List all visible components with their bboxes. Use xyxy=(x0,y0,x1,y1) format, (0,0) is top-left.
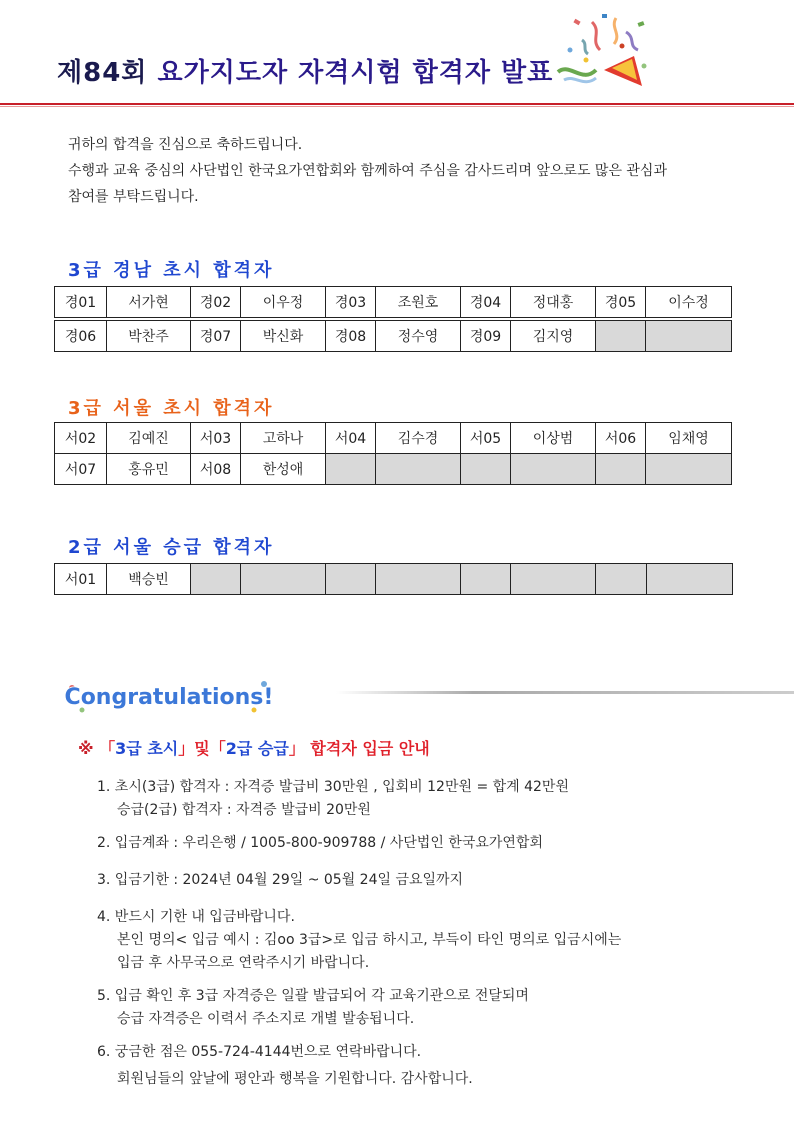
list-item xyxy=(97,869,737,892)
candidate-code: 서04 xyxy=(326,423,376,454)
candidate-code: 경06 xyxy=(55,321,107,352)
candidate-code: 경01 xyxy=(55,287,107,318)
table-row xyxy=(55,287,732,318)
title-round: 제84회 xyxy=(57,58,148,88)
list-item xyxy=(97,985,737,1031)
empty-cell xyxy=(191,564,241,595)
empty-cell xyxy=(511,454,596,485)
decorative-line xyxy=(336,690,794,696)
notice-tail: 합격자 입금 안내 xyxy=(310,739,430,758)
title-divider-thin xyxy=(0,106,794,107)
empty-cell xyxy=(646,321,732,352)
list-line: 5. 입금 확인 후 3급 자격증은 일괄 발급되어 각 교육기관으로 전달되며 xyxy=(97,988,529,1004)
candidate-name: 박신화 xyxy=(241,321,326,352)
intro-line: 참여를 부탁드립니다. xyxy=(68,189,199,205)
empty-cell xyxy=(376,454,461,485)
congratulations-text: Congratulations! xyxy=(64,685,274,710)
bracket-close: 」 xyxy=(178,739,195,758)
candidate-name: 이수정 xyxy=(646,287,732,318)
candidate-name: 백승빈 xyxy=(107,564,191,595)
candidate-name: 이상범 xyxy=(511,423,596,454)
empty-cell xyxy=(647,564,733,595)
list-line: 2. 입금계좌 : 우리은행 / 1005-800-909788 / 사단법인 한국요가연합회 xyxy=(97,835,543,851)
empty-cell xyxy=(241,564,326,595)
passers-table-gyeongnam xyxy=(54,286,732,352)
list-item xyxy=(97,832,737,855)
list-line: 1. 초시(3급) 합격자 : 자격증 발급비 30만원 , 입회비 12만원 = 합계 42만원 xyxy=(97,779,569,795)
candidate-name: 김지영 xyxy=(511,321,596,352)
candidate-name: 김예진 xyxy=(107,423,191,454)
candidate-name: 정수영 xyxy=(376,321,461,352)
candidate-name: 박찬주 xyxy=(107,321,191,352)
empty-cell xyxy=(461,564,511,595)
closing-message: 회원님들의 앞날에 평안과 행복을 기원합니다. 감사합니다. xyxy=(117,1071,473,1087)
empty-cell xyxy=(326,454,376,485)
congratulations-banner xyxy=(64,676,274,716)
passers-table-seoul-initial xyxy=(54,422,732,485)
empty-cell xyxy=(596,564,647,595)
candidate-code: 서03 xyxy=(191,423,241,454)
empty-cell xyxy=(596,454,646,485)
notice-conjunction: 및 xyxy=(194,739,210,758)
table-row xyxy=(55,321,732,352)
list-line: 3. 입금기한 : 2024년 04월 29일 ~ 05월 24일 금요일까지 xyxy=(97,872,464,888)
candidate-code: 경03 xyxy=(326,287,376,318)
table-row xyxy=(55,454,732,485)
candidate-code: 경04 xyxy=(461,287,511,318)
intro-line: 수행과 교육 중심의 사단법인 한국요가연합회와 함께하여 주심을 감사드리며 앞으로도 많은 관심과 xyxy=(68,163,667,179)
title-text: 요가지도자 자격시험 합격자 발표 xyxy=(157,58,554,88)
empty-cell xyxy=(376,564,461,595)
list-line: 입금 후 사무국으로 연락주시기 바랍니다. xyxy=(117,955,370,971)
candidate-code: 서01 xyxy=(55,564,107,595)
candidate-name: 정대홍 xyxy=(511,287,596,318)
list-item xyxy=(97,906,737,975)
section-title-seoul-upgrade: 2급 서울 승급 합격자 xyxy=(68,537,275,558)
candidate-code: 경05 xyxy=(596,287,646,318)
intro-line: 귀하의 합격을 진심으로 축하드립니다. xyxy=(68,137,303,153)
empty-cell xyxy=(511,564,596,595)
candidate-name: 이우정 xyxy=(241,287,326,318)
notice-kind-2: 2급 승급 xyxy=(225,739,289,758)
candidate-code: 경07 xyxy=(191,321,241,352)
bracket-open: 「 xyxy=(209,739,226,758)
candidate-code: 서07 xyxy=(55,454,107,485)
section-title-gyeongnam: 3급 경남 초시 합격자 xyxy=(68,260,275,281)
payment-instructions xyxy=(97,776,737,1064)
bracket-close: 」 xyxy=(288,739,305,758)
candidate-code: 서02 xyxy=(55,423,107,454)
page-title xyxy=(57,52,553,89)
candidate-name: 한성애 xyxy=(241,454,326,485)
candidate-code: 경02 xyxy=(191,287,241,318)
candidate-name: 홍유민 xyxy=(107,454,191,485)
table-row xyxy=(55,564,733,595)
list-line: 승급 자격증은 이력서 주소지로 개별 발송됩니다. xyxy=(117,1011,415,1027)
candidate-code: 서05 xyxy=(461,423,511,454)
passers-table-seoul-upgrade xyxy=(54,563,733,595)
list-item xyxy=(97,776,737,822)
list-line: 4. 반드시 기한 내 입금바랍니다. xyxy=(97,909,295,925)
candidate-name: 임채영 xyxy=(646,423,732,454)
candidate-code: 서08 xyxy=(191,454,241,485)
intro-paragraph xyxy=(68,132,748,210)
payment-notice-title xyxy=(78,736,430,759)
candidate-code: 서06 xyxy=(596,423,646,454)
reference-mark: ※ xyxy=(78,739,94,758)
candidate-code: 경08 xyxy=(326,321,376,352)
list-line: 6. 궁금한 점은 055-724-4144번으로 연락바랍니다. xyxy=(97,1044,422,1060)
candidate-name: 조원호 xyxy=(376,287,461,318)
candidate-code: 경09 xyxy=(461,321,511,352)
candidate-name: 김수경 xyxy=(376,423,461,454)
title-divider xyxy=(0,103,794,105)
table-row xyxy=(55,423,732,454)
empty-cell xyxy=(326,564,376,595)
bracket-open: 「 xyxy=(99,739,116,758)
candidate-name: 고하나 xyxy=(241,423,326,454)
list-line: 본인 명의< 입금 예시 : 김oo 3급>로 입금 하시고, 부득이 타인 명의로 입금시에는 xyxy=(117,932,622,948)
empty-cell xyxy=(646,454,732,485)
notice-kind-1: 3급 초시 xyxy=(115,739,179,758)
party-popper-icon xyxy=(552,10,652,106)
list-item xyxy=(97,1041,737,1064)
candidate-name: 서가현 xyxy=(107,287,191,318)
empty-cell xyxy=(596,321,646,352)
empty-cell xyxy=(461,454,511,485)
section-title-seoul-initial: 3급 서울 초시 합격자 xyxy=(68,398,275,419)
list-line: 승급(2급) 합격자 : 자격증 발급비 20만원 xyxy=(117,802,371,818)
